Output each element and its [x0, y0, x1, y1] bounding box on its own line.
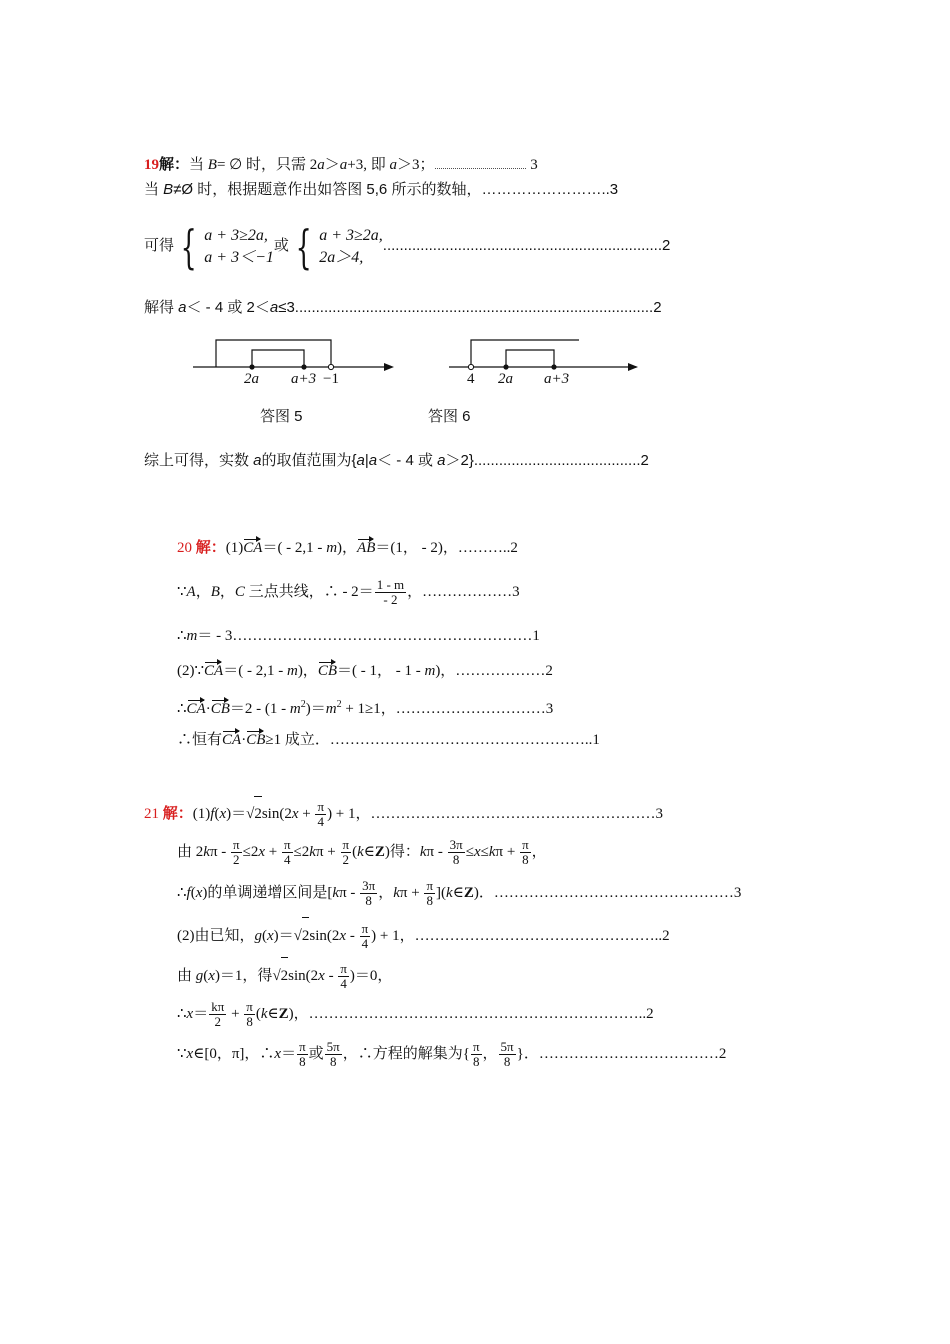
- var: a: [389, 157, 397, 173]
- leader-dots: …………………………………………………: [370, 806, 656, 822]
- q20-line2: [177, 574, 520, 610]
- score: 1: [532, 628, 540, 644]
- fraction: [520, 838, 531, 867]
- text: ≥1 成立．: [265, 732, 330, 748]
- vector-ca: CA: [186, 701, 206, 717]
- number-line-figure-5: [190, 330, 405, 386]
- var: B: [207, 157, 217, 173]
- var: k: [446, 885, 453, 901]
- score: 2: [646, 1006, 654, 1022]
- text: )＝: [305, 701, 326, 717]
- text: π +: [399, 885, 424, 901]
- text: + 1≥1，: [341, 701, 396, 717]
- var: x: [473, 844, 481, 860]
- equation-system-1: [174, 219, 274, 274]
- denominator: 8: [472, 1054, 480, 1070]
- leader-dots: ……………………………………………..: [329, 732, 593, 748]
- numerator: π: [472, 1039, 480, 1055]
- score: 3: [526, 157, 538, 173]
- vector-cb: CB: [317, 663, 337, 679]
- leader-dots: ……………………………………………………: [232, 628, 533, 644]
- text: )．: [473, 885, 494, 901]
- denominator: 2: [214, 1014, 222, 1030]
- q21-line2: [177, 835, 547, 869]
- equation: 2a＞4,: [319, 248, 364, 266]
- var: a: [317, 157, 325, 173]
- text: (1): [225, 540, 244, 556]
- text: sin(2: [288, 968, 319, 984]
- text: ＜ - 4 或 2＜: [186, 299, 270, 316]
- text: ＝2 - (1 -: [229, 701, 290, 717]
- solid-point: [503, 364, 508, 369]
- score: 3: [545, 701, 554, 717]
- text: ∴: [177, 1006, 187, 1022]
- var: B: [163, 181, 174, 198]
- leader-dots: …………………………: [395, 701, 546, 717]
- leader-dots: …………………………………………..: [414, 928, 663, 944]
- radicand: 2: [302, 917, 310, 953]
- var: a: [437, 452, 446, 469]
- text: 当: [144, 181, 164, 198]
- q21-line6: [177, 997, 654, 1031]
- text: ≤: [465, 844, 474, 860]
- equation: a + 3≥2a,: [204, 226, 268, 244]
- var: B: [210, 584, 220, 600]
- denominator: 8: [522, 852, 529, 868]
- var: x: [186, 1046, 194, 1062]
- integer-set-symbol: Z: [463, 885, 474, 901]
- var: x: [195, 885, 203, 901]
- q21-number: 21: [144, 806, 159, 822]
- solution-label: 解：: [159, 157, 190, 173]
- text: ∴恒有: [177, 732, 223, 748]
- text: (: [262, 928, 267, 944]
- numerator: π: [283, 837, 291, 853]
- text: 三点共线，∴ - 2＝: [244, 584, 374, 600]
- text: ＝ - 3: [197, 628, 233, 644]
- fraction: [341, 838, 352, 867]
- leader-dots: ..............................................: [434, 162, 527, 171]
- text: ，: [482, 1046, 498, 1062]
- text: ∴: [177, 628, 187, 644]
- score: 2: [653, 299, 662, 316]
- interval-bracket-inner: [506, 350, 554, 367]
- denominator: 4: [340, 976, 347, 992]
- text: (: [214, 806, 220, 822]
- var: A: [186, 584, 196, 600]
- text: 当: [189, 157, 208, 173]
- var: m: [186, 628, 198, 644]
- exponent: 2: [300, 699, 306, 710]
- vector-cb: CB: [246, 732, 266, 748]
- tick-label: a+3: [291, 371, 317, 386]
- integer-set-symbol: Z: [278, 1006, 289, 1022]
- fraction: [244, 1000, 255, 1029]
- text: )＝: [226, 806, 247, 822]
- vector-ca: CA: [243, 540, 263, 556]
- vector-cb: CB: [210, 701, 230, 717]
- score: 3: [655, 806, 664, 822]
- leader-dots: …………………………………………………………..: [308, 1006, 647, 1022]
- tick-label: 2a: [498, 371, 513, 386]
- score: 3: [512, 584, 520, 600]
- text: ≤2: [242, 844, 259, 860]
- text: π +: [495, 844, 520, 860]
- text: ，: [531, 844, 547, 860]
- var: m: [424, 663, 436, 679]
- fraction: [471, 1040, 482, 1069]
- fraction: [282, 838, 293, 867]
- text: ，: [407, 584, 423, 600]
- text: )，: [337, 540, 358, 556]
- radicand: 2: [281, 957, 289, 993]
- score: 3: [733, 885, 742, 901]
- text: ∈: [363, 844, 375, 860]
- var: k: [419, 844, 427, 860]
- fraction: [448, 838, 465, 867]
- score: 3: [609, 181, 619, 198]
- text: (: [203, 968, 209, 984]
- text: )，: [435, 663, 456, 679]
- text: 由: [177, 968, 196, 984]
- q21-line1: [144, 796, 663, 830]
- interval-bracket-inner: [252, 350, 304, 367]
- denominator: - 2: [383, 592, 398, 608]
- denominator: 4: [361, 936, 369, 952]
- numerator: π: [299, 1039, 306, 1055]
- var: f: [186, 885, 191, 901]
- solid-point: [301, 364, 306, 369]
- var: f: [210, 806, 215, 822]
- denominator: 8: [503, 1054, 511, 1070]
- var: m: [286, 663, 298, 679]
- sqrt-icon: √: [293, 928, 302, 944]
- q20-line5: [177, 695, 553, 719]
- interval-bracket-outer: [471, 340, 579, 364]
- arrow-icon: [628, 363, 638, 371]
- fraction: [499, 1040, 516, 1069]
- text: ＞2}: [445, 452, 474, 469]
- text: +3, 即: [347, 157, 390, 173]
- brace-icon: {: [180, 219, 197, 274]
- text: ，: [195, 584, 211, 600]
- score: 2: [640, 452, 649, 469]
- numerator: π: [246, 999, 253, 1015]
- figure-5-caption: 答图 5: [260, 408, 303, 425]
- open-point: [468, 364, 473, 369]
- q19-line5: [144, 451, 649, 471]
- leader-dots: ...................................................................: [382, 237, 663, 254]
- text: ∈[0，π]，∴: [193, 1046, 275, 1062]
- numerator: 5π: [500, 1039, 514, 1055]
- text: ∴: [177, 701, 187, 717]
- equation: a + 3＜−1: [204, 248, 274, 266]
- q20-number: 20: [177, 540, 192, 556]
- text: π -: [339, 885, 360, 901]
- fraction: [325, 1040, 342, 1069]
- equation: a + 3≥2a,: [319, 226, 383, 244]
- sqrt-icon: √: [272, 968, 281, 984]
- q19-line4: [144, 298, 662, 318]
- score: 2: [718, 1046, 727, 1062]
- var: x: [186, 1006, 194, 1022]
- text: 可得: [144, 237, 175, 254]
- numerator: π: [361, 921, 369, 937]
- var: k: [309, 844, 316, 860]
- text: 解得: [144, 299, 179, 316]
- text: π -: [426, 844, 447, 860]
- var: k: [203, 844, 210, 860]
- numerator: 1 - m: [376, 577, 405, 593]
- var: x: [208, 968, 215, 984]
- solid-point: [551, 364, 556, 369]
- solution-label: 解：: [192, 540, 226, 556]
- text: (: [255, 1006, 261, 1022]
- solution-label: 解：: [159, 806, 193, 822]
- equation-system-2: [289, 219, 383, 274]
- denominator: 2: [233, 852, 240, 868]
- q21-line3: [177, 876, 741, 910]
- fraction: [315, 800, 326, 829]
- var: x: [339, 928, 347, 944]
- text: ) + 1，: [371, 928, 415, 944]
- text: 或: [308, 1046, 324, 1062]
- solid-point: [249, 364, 254, 369]
- leader-dots: ………………: [455, 663, 546, 679]
- q19-line1: [144, 155, 538, 177]
- score: 1: [592, 732, 600, 748]
- vector-ca: CA: [222, 732, 242, 748]
- text: )得：: [384, 844, 420, 860]
- text: ＝( - 2,1 -: [223, 663, 287, 679]
- leader-dots: ......................................................................................: [294, 299, 654, 316]
- var: a: [253, 452, 262, 469]
- numerator: π: [342, 837, 350, 853]
- text: )，: [288, 1006, 309, 1022]
- var: k: [488, 844, 496, 860]
- denominator: 8: [299, 1054, 306, 1070]
- numerator: π: [233, 837, 240, 853]
- var: x: [291, 806, 299, 822]
- fraction: [338, 962, 349, 991]
- text: π -: [209, 844, 231, 860]
- fraction: [209, 1000, 226, 1029]
- var: k: [357, 844, 364, 860]
- q20-line3: [177, 626, 540, 646]
- interval-bracket-outer: [216, 340, 331, 367]
- sqrt-icon: √: [246, 806, 255, 822]
- score: 2: [662, 928, 670, 944]
- var: x: [219, 806, 227, 822]
- var: x: [267, 928, 274, 944]
- q19-number: 19: [144, 157, 159, 173]
- text: ∵: [177, 1046, 187, 1062]
- text: ，∴方程的解集为{: [342, 1046, 470, 1062]
- text: ＝(1， - 2)，: [375, 540, 458, 556]
- q20-line1: [177, 538, 518, 558]
- fraction: [375, 578, 406, 607]
- text: )的单调递增区间是[: [202, 885, 333, 901]
- text: ≤: [480, 844, 489, 860]
- numerator: π: [340, 961, 347, 977]
- denominator: 2: [342, 852, 350, 868]
- text: ≠Ø 时，根据题意作出如答图 5,6 所示的数轴，: [173, 181, 482, 198]
- open-point: [328, 364, 333, 369]
- denominator: 8: [426, 893, 433, 909]
- leader-dots: …………………………………………: [493, 885, 734, 901]
- var: m: [289, 701, 301, 717]
- var: k: [393, 885, 400, 901]
- numerator: π: [426, 878, 434, 894]
- text: (2)由已知，: [177, 928, 255, 944]
- text: ＝: [193, 1006, 209, 1022]
- var: x: [318, 968, 325, 984]
- q20-line6: [177, 730, 600, 750]
- denominator: 8: [329, 1054, 337, 1070]
- var: C: [234, 584, 245, 600]
- exponent: 2: [336, 699, 342, 710]
- text: +: [298, 806, 315, 822]
- numerator: kπ: [211, 999, 225, 1015]
- text: 的取值范围为{: [261, 452, 357, 469]
- fraction: [297, 1040, 308, 1069]
- text: |: [364, 452, 369, 469]
- fraction: [360, 879, 377, 908]
- text: ，: [378, 885, 394, 901]
- text: +: [265, 844, 281, 860]
- text: (: [190, 885, 196, 901]
- text: )，: [297, 663, 318, 679]
- numerator: 3π: [362, 878, 376, 894]
- var: k: [332, 885, 340, 901]
- text: ∴: [177, 885, 187, 901]
- fraction: [360, 922, 371, 951]
- text: ＞3；: [396, 157, 435, 173]
- q21-line5: [177, 957, 392, 993]
- tick-label: 4: [467, 371, 475, 386]
- text: ∈: [267, 1006, 279, 1022]
- dot-operator: ·: [241, 732, 247, 748]
- text: ＜ - 4 或: [377, 452, 438, 469]
- q19-line2: [144, 180, 618, 200]
- text: sin(2: [309, 928, 340, 944]
- tick-label: −1: [323, 371, 339, 386]
- text: = ∅ 时，只需 2: [216, 157, 318, 173]
- q19-line3: [144, 219, 671, 274]
- var: a: [339, 157, 348, 173]
- dot-operator: ·: [205, 701, 211, 717]
- var: x: [274, 1046, 282, 1062]
- denominator: 4: [317, 814, 325, 830]
- var: x: [258, 844, 265, 860]
- denominator: 8: [246, 1014, 253, 1030]
- text: 综上可得，实数: [144, 452, 254, 469]
- text: π +: [315, 844, 340, 860]
- q20-line4: [177, 661, 553, 681]
- integer-set-symbol: Z: [374, 844, 385, 860]
- denominator: 4: [284, 852, 291, 868]
- text: ∈: [452, 885, 464, 901]
- numerator: π: [522, 837, 529, 853]
- number-line-figure-6: [446, 330, 646, 386]
- fraction: [424, 879, 435, 908]
- denominator: 8: [365, 893, 372, 909]
- figure-6-caption: 答图 6: [428, 408, 471, 425]
- text: sin(2: [261, 806, 292, 822]
- var: k: [260, 1006, 268, 1022]
- q21-line4: [177, 917, 670, 953]
- var: g: [254, 928, 262, 944]
- numerator: π: [317, 799, 325, 815]
- text: ，: [219, 584, 235, 600]
- leader-dots: ........................................: [473, 452, 641, 469]
- radicand: 2: [254, 796, 262, 830]
- text: ≤3: [278, 299, 295, 316]
- score: 2: [545, 663, 553, 679]
- text: ](: [436, 885, 447, 901]
- q21-line7: [177, 1037, 726, 1071]
- text: ∵: [177, 584, 187, 600]
- text: ) + 1，: [327, 806, 371, 822]
- var: a: [356, 452, 365, 469]
- text: -: [346, 928, 359, 944]
- var: a: [178, 299, 187, 316]
- text: (: [352, 844, 358, 860]
- leader-dots: ………..: [457, 540, 511, 556]
- text: ≤2: [293, 844, 310, 860]
- arrow-icon: [384, 363, 394, 371]
- vector-ab: AB: [357, 540, 376, 556]
- text: (2)∵: [177, 663, 205, 679]
- text: ＝( - 1， - 1 -: [336, 663, 425, 679]
- text: )＝: [273, 928, 294, 944]
- text: 或: [273, 238, 289, 254]
- numerator: 3π: [449, 837, 463, 853]
- leader-dots: ………………: [422, 584, 513, 600]
- text: ＞: [324, 157, 340, 173]
- var: a: [269, 299, 279, 316]
- var: m: [326, 540, 338, 556]
- score: 2: [510, 540, 518, 556]
- text: ＝: [281, 1046, 297, 1062]
- denominator: 8: [452, 852, 460, 868]
- var: m: [325, 701, 337, 717]
- text: (1): [192, 806, 211, 822]
- text: }．: [516, 1046, 539, 1062]
- text: -: [324, 968, 338, 984]
- var: g: [195, 968, 204, 984]
- tick-label: a+3: [544, 371, 570, 386]
- var: a: [368, 452, 378, 469]
- text: +: [227, 1006, 244, 1022]
- text: )＝1，得: [214, 968, 273, 984]
- text: )＝0，: [349, 968, 393, 984]
- leader-dots: ………………………………: [538, 1046, 719, 1062]
- text: ＝( - 2,1 -: [262, 540, 327, 556]
- numerator: 5π: [326, 1039, 340, 1055]
- tick-label: 2a: [244, 371, 259, 386]
- leader-dots: ……………………..: [481, 181, 610, 198]
- score: 2: [662, 237, 671, 254]
- brace-icon: {: [295, 219, 312, 274]
- vector-ca: CA: [204, 663, 224, 679]
- text: 由 2: [177, 844, 204, 860]
- fraction: [231, 838, 242, 867]
